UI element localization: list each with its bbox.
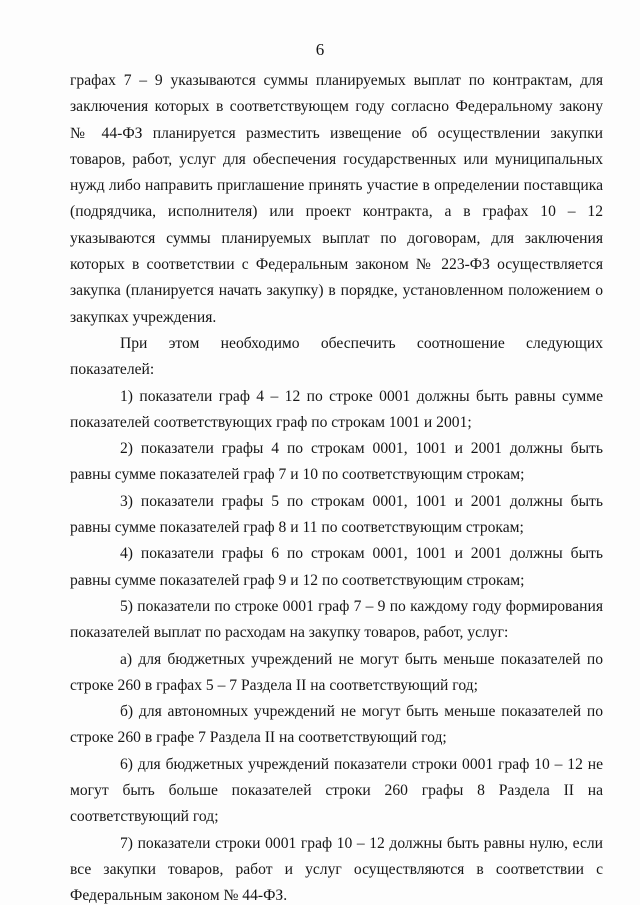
document-body bbox=[70, 68, 603, 910]
page-number: 6 bbox=[315, 40, 325, 59]
paragraph-rule-6: 6) для бюджетных учреждений показатели строки 0001 граф 10 – 12 не могут быть больше показателей строки 260 графы 8 Раздела II на соответствующий год; bbox=[70, 755, 603, 826]
paragraph-ratio-intro: При этом необходимо обеспечить соотношение следующих показателей: bbox=[70, 334, 603, 379]
paragraph-rule-7: 7) показатели строки 0001 граф 10 – 12 должны быть равны нулю, если все закупки товаров, работ и услуг осуществляются в соответствии с Федеральным законом № 44-ФЗ. bbox=[70, 834, 603, 905]
paragraph-rule-5a: а) для бюджетных учреждений не могут быть меньше показателей по строке 260 в графах 5 – 7 Раздела II на соответствующий год; bbox=[70, 650, 603, 694]
paragraph-rule-5b: б) для автономных учреждений не могут быть меньше показателей по строке 260 в графе 7 Раздела II на соответствующий год; bbox=[70, 703, 603, 747]
paragraph-rule-3: 3) показатели графы 5 по строкам 0001, 1001 и 2001 должны быть равны сумме показателей граф 8 и 11 по соответствующим строкам; bbox=[70, 492, 603, 537]
paragraph-purchase-columns: графах 7 – 9 указываются суммы планируемых выплат по контрактам, для заключения которых в соответствующем году согласно Федеральному закону № 44-ФЗ планируется разместить извещение об осуществлении закупки товаров, работ, услуг для обеспечения государственных или муниципальных нужд либо направить приглашение принять участие в определении поставщика (подрядчика, исполнителя) или проект контракта, а в графах 10 – 12 указываются суммы планируемых выплат по договорам, для заключения которых в соответствии с Федеральным законом № 223-ФЗ осуществляется закупка (планируется начать закупку) в порядке, установленном положением о закупках учреждения. bbox=[70, 72, 603, 326]
paragraph-rule-1: 1) показатели граф 4 – 12 по строке 0001 должны быть равны сумме показателей соответствующих граф по строкам 1001 и 2001; bbox=[70, 387, 603, 431]
paragraph-rule-4: 4) показатели графы 6 по строкам 0001, 1001 и 2001 должны быть равны сумме показателей граф 9 и 12 по соответствующим строкам; bbox=[70, 545, 603, 589]
paragraph-rule-2: 2) показатели графы 4 по строкам 0001, 1001 и 2001 должны быть равны сумме показателей граф 7 и 10 по соответствующим строкам; bbox=[70, 440, 603, 484]
paragraph-rule-5: 5) показатели по строке 0001 граф 7 – 9 по каждому году формирования показателей выплат по расходам на закупку товаров, работ, услуг: bbox=[70, 597, 603, 642]
